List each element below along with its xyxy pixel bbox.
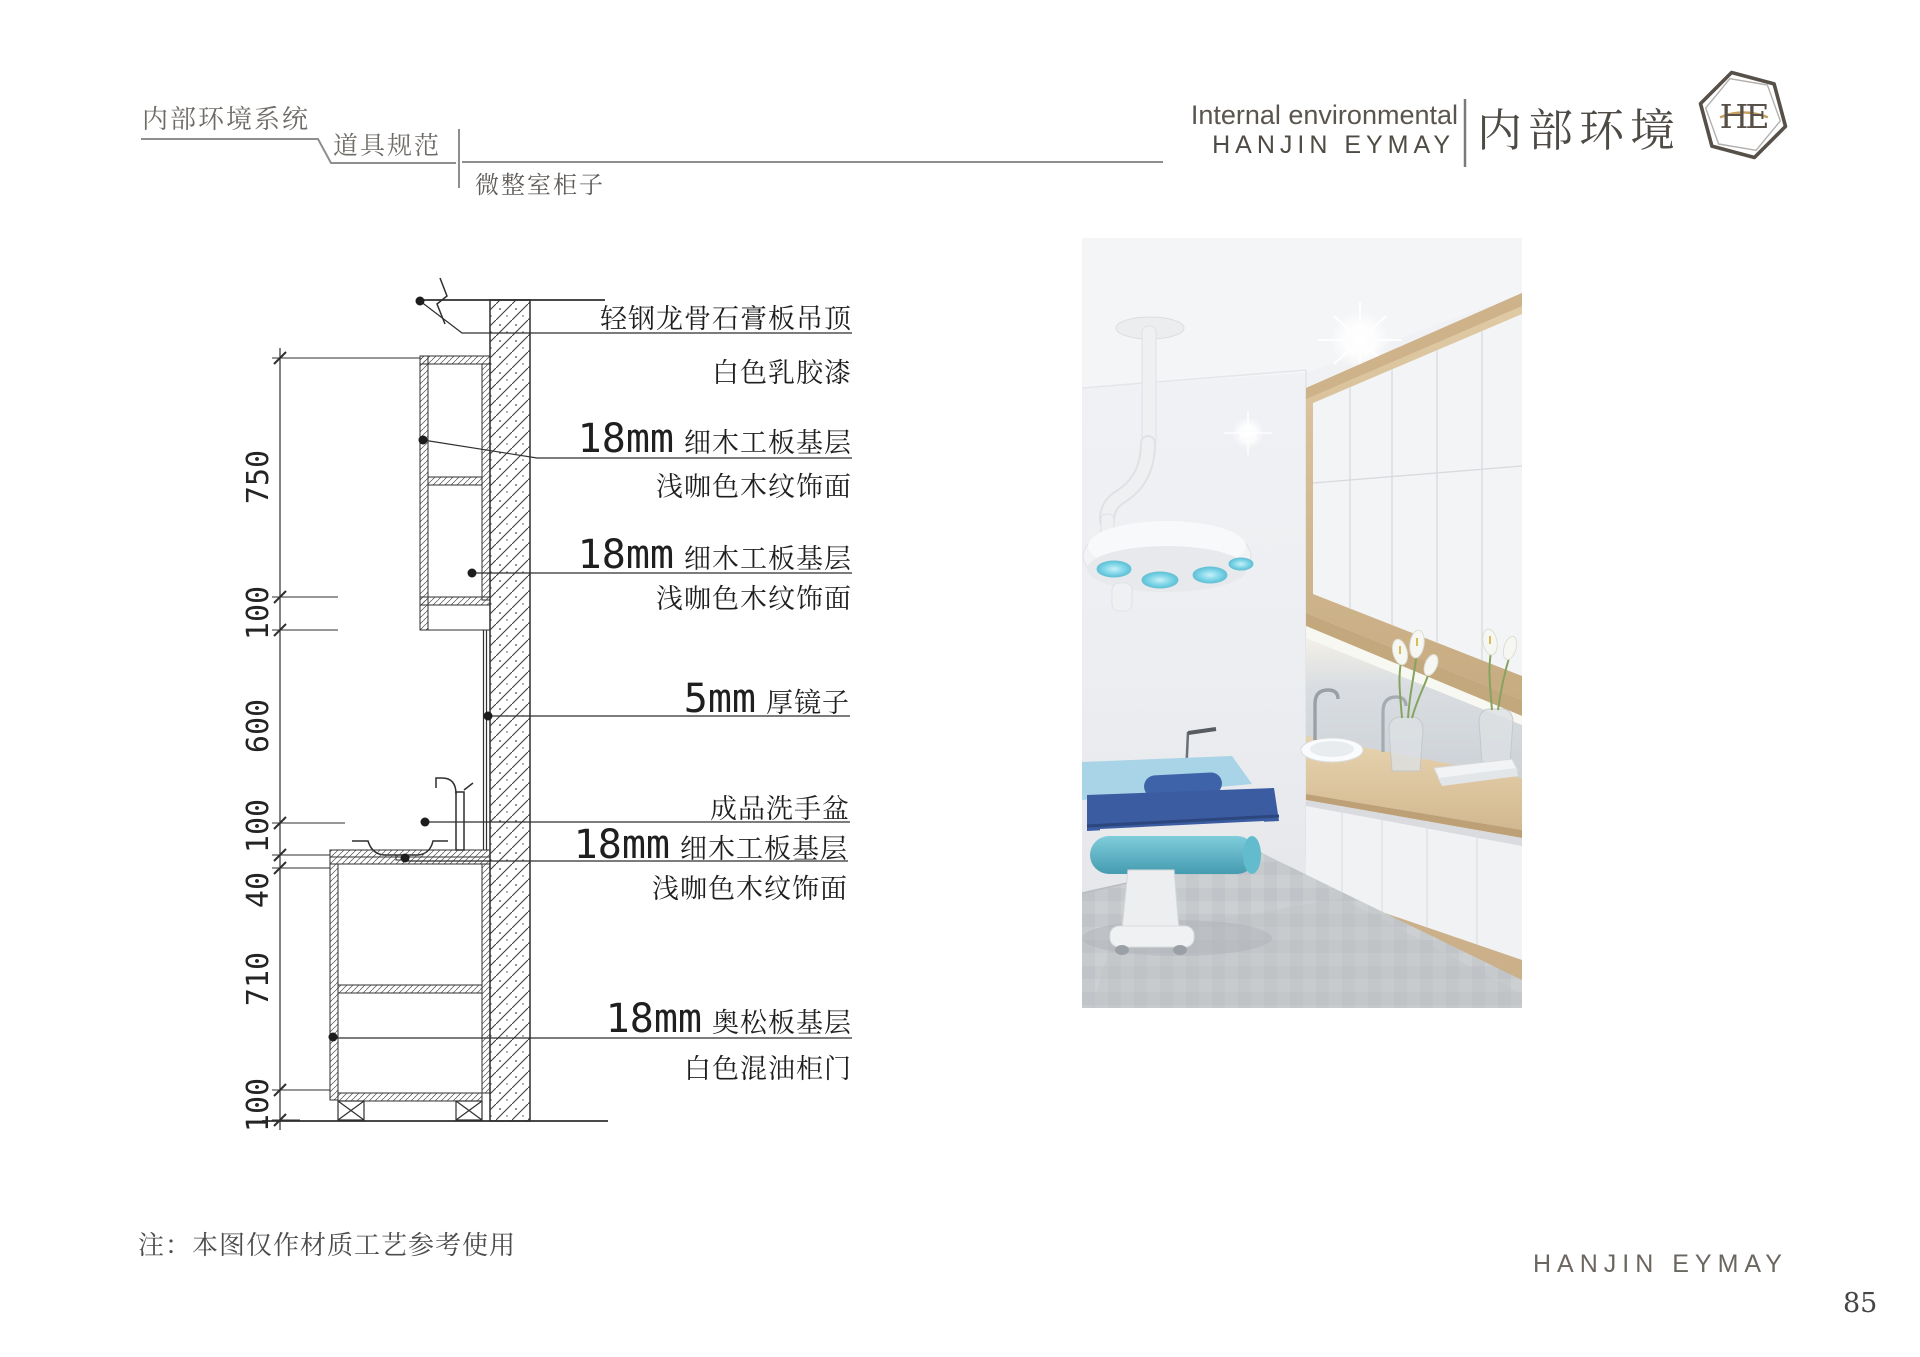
dim-750: 750 bbox=[241, 449, 276, 505]
reference-note: 注：本图仅作材质工艺参考使用 bbox=[138, 1231, 517, 1261]
header-english-line1: Internal environmental bbox=[1190, 100, 1458, 130]
mirror-section bbox=[484, 630, 487, 850]
annotation-ceiling: 轻钢龙骨石膏板吊顶 bbox=[600, 304, 852, 335]
cabinet-section-drawing bbox=[241, 278, 852, 1132]
annotation-basin: 成品洗手盆 bbox=[710, 794, 850, 825]
annotation-white-door: 白色混油柜门 bbox=[684, 1054, 852, 1085]
bed-caster-right bbox=[1173, 945, 1187, 955]
dim-710: 710 bbox=[241, 951, 276, 1007]
annotation-blockboard-2: 18mm 细木工板基层 bbox=[577, 532, 852, 578]
base-cabinet bbox=[330, 864, 490, 1101]
upper-cabinet-top-board bbox=[420, 356, 490, 364]
header-english-brand: HANJIN EYMAY bbox=[1212, 131, 1455, 159]
dim-100-c: 100 bbox=[241, 1077, 276, 1133]
lamp-handle bbox=[1112, 583, 1132, 611]
logo-monogram: HE bbox=[1719, 97, 1767, 136]
bed-pedestal bbox=[1122, 870, 1179, 930]
page-number: 85 bbox=[1843, 1288, 1878, 1319]
annotation-woodgrain-1: 浅咖色木纹饰面 bbox=[656, 472, 852, 503]
countertop bbox=[330, 850, 490, 864]
annotation-osb-board: 18mm 奥松板基层 bbox=[605, 996, 852, 1042]
dim-40: 40 bbox=[241, 871, 276, 909]
upper-cabinet-bottom-board bbox=[420, 597, 490, 605]
upper-cabinet-back-board bbox=[482, 364, 490, 600]
leader-dots bbox=[329, 297, 493, 1042]
base-cabinet-front-board bbox=[330, 864, 338, 1100]
header-rules bbox=[141, 99, 1465, 188]
annotation-blockboard-3: 18mm 细木工板基层 bbox=[573, 822, 848, 868]
treatment-room-render-photo bbox=[1082, 238, 1522, 1008]
annotation-latex-paint: 白色乳胶漆 bbox=[712, 358, 852, 389]
breadcrumb-level3-page-title: 微整室柜子 bbox=[475, 172, 605, 199]
annotation-blockboard-1: 18mm 细木工板基层 bbox=[577, 416, 852, 462]
breadcrumb-level2: 道具规范 bbox=[333, 132, 442, 160]
annotation-woodgrain-2: 浅咖色木纹饰面 bbox=[656, 584, 852, 615]
breadcrumb-step-rule bbox=[141, 139, 456, 163]
base-cabinet-bottom-board bbox=[338, 1093, 482, 1101]
bed-base-foot bbox=[1110, 926, 1194, 947]
plinth-legs bbox=[338, 1101, 482, 1120]
faucet-symbol bbox=[436, 778, 473, 850]
dim-100-b: 100 bbox=[241, 798, 276, 854]
towel-roll-end bbox=[1243, 836, 1261, 874]
base-cabinet-back-board bbox=[482, 864, 490, 1093]
upper-cabinet-front-board bbox=[420, 356, 428, 630]
annotation-labels bbox=[574, 304, 852, 1085]
dim-100-a: 100 bbox=[241, 585, 276, 641]
towel-roll bbox=[1090, 836, 1256, 874]
upper-cabinet bbox=[420, 356, 490, 630]
wall-section-hatch bbox=[490, 300, 530, 1121]
bed-caster-left bbox=[1115, 945, 1129, 955]
annotation-mirror: 5mm 厚镜子 bbox=[683, 676, 850, 722]
base-cabinet-shelf-board bbox=[338, 985, 482, 993]
lamp-pole bbox=[1142, 326, 1156, 446]
header-chinese-title: 内部环境 bbox=[1477, 104, 1682, 157]
annotation-woodgrain-3: 浅咖色木纹饰面 bbox=[652, 874, 848, 905]
breadcrumb-level1: 内部环境系统 bbox=[142, 104, 311, 134]
leader-lines bbox=[333, 301, 852, 1038]
upper-cabinet-shelf-board bbox=[428, 477, 482, 485]
dim-600: 600 bbox=[241, 698, 276, 754]
footer-brand: HANJIN EYMAY bbox=[1533, 1250, 1788, 1278]
